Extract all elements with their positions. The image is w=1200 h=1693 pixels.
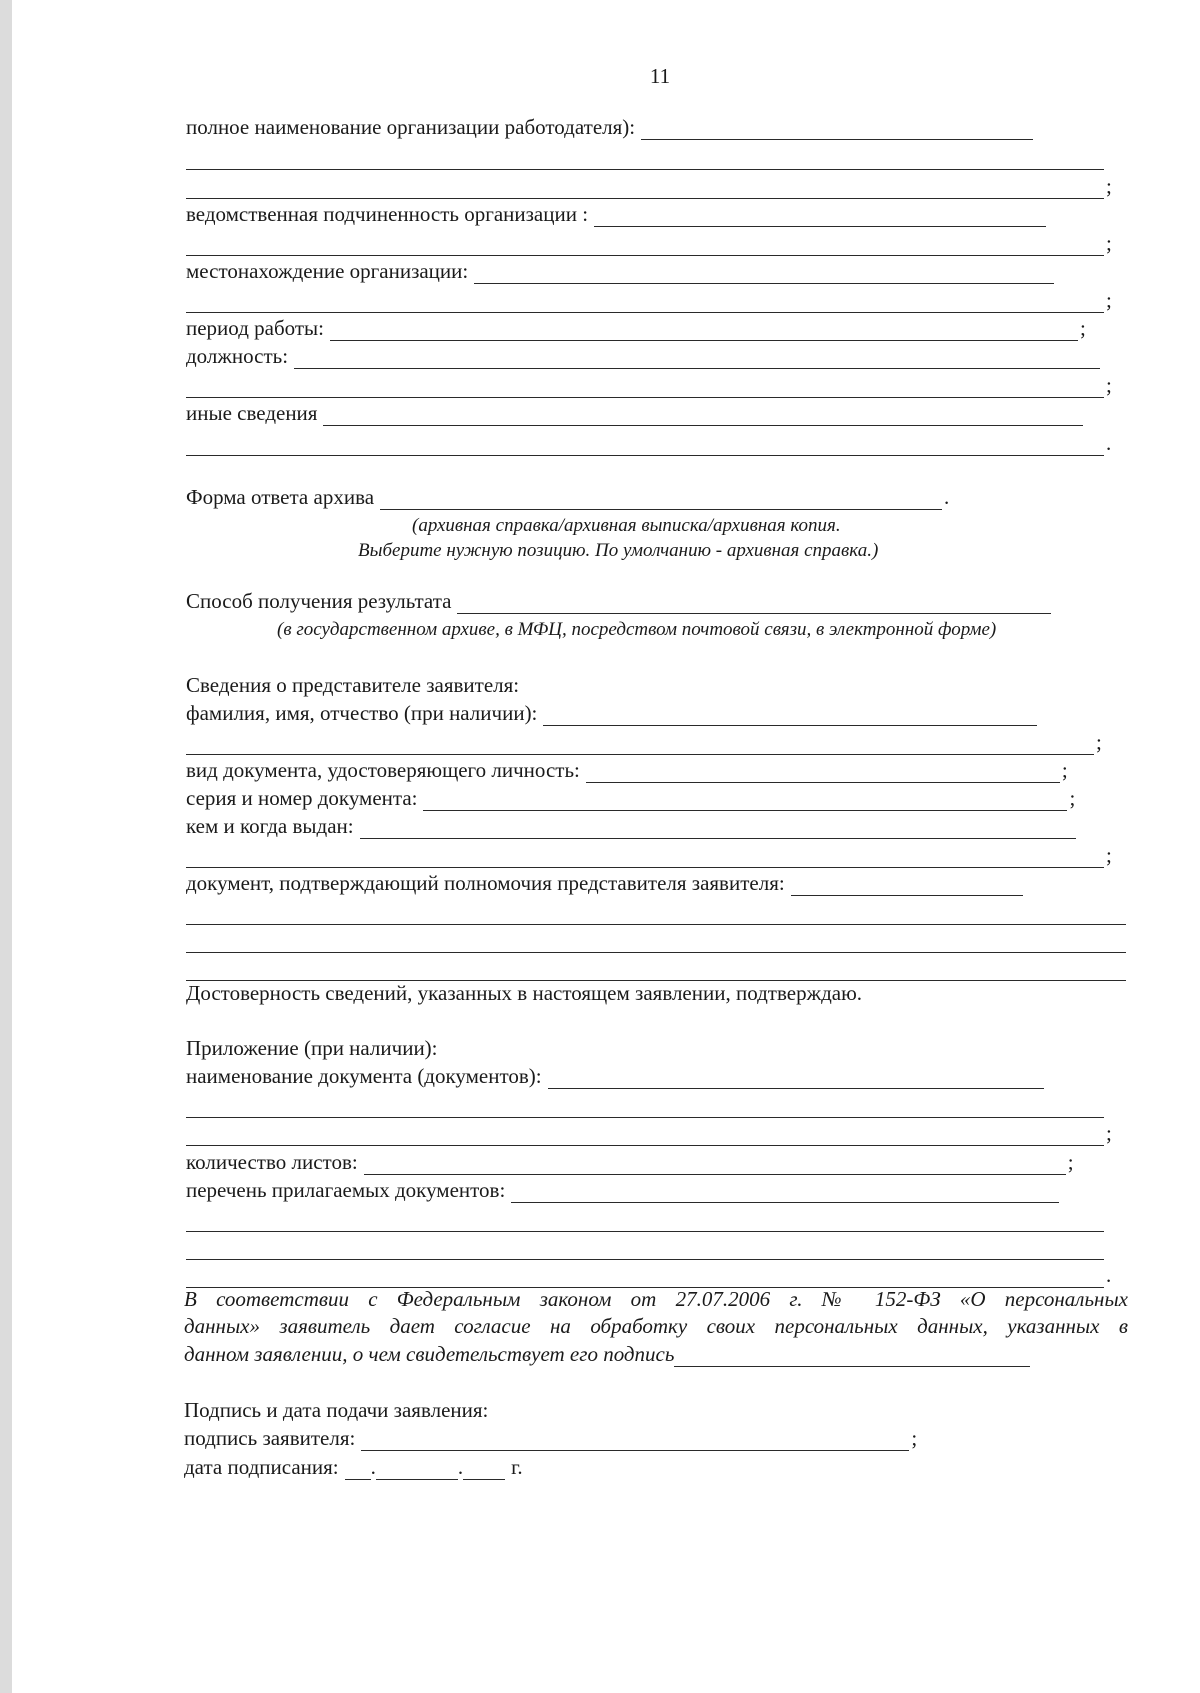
position-field-2[interactable] bbox=[186, 377, 1104, 398]
doc-names-row bbox=[186, 1063, 1044, 1089]
date-separator: . bbox=[457, 1455, 464, 1479]
semicolon: ; bbox=[1069, 786, 1076, 810]
confirmation-text: Достоверность сведений, указанных в настоящем заявлении, подтверждаю. bbox=[186, 981, 863, 1005]
location-label: местонахождение организации: bbox=[186, 259, 469, 283]
id-doc-row bbox=[186, 757, 1068, 783]
semicolon: ; bbox=[1106, 373, 1112, 397]
applicant-signature-label: подпись заявителя: bbox=[184, 1426, 356, 1450]
signing-date-label: дата подписания: bbox=[184, 1455, 339, 1479]
attached-list-field-4[interactable] bbox=[186, 1267, 1104, 1288]
authority-doc-field[interactable] bbox=[791, 875, 1023, 896]
signature-header-row bbox=[184, 1397, 488, 1423]
attached-list-field[interactable] bbox=[511, 1182, 1059, 1203]
employer-name-continuation-row-2 bbox=[186, 173, 1112, 199]
issued-by-field-2[interactable] bbox=[186, 847, 1104, 868]
date-year-field[interactable] bbox=[463, 1459, 505, 1480]
employer-name-row bbox=[186, 114, 1033, 140]
id-doc-label: вид документа, удостоверяющего личность: bbox=[186, 758, 580, 782]
work-period-row bbox=[186, 315, 1086, 341]
semicolon: ; bbox=[911, 1426, 918, 1450]
issued-by-row bbox=[186, 813, 1076, 839]
rep-name-label: фамилия, имя, отчество (при наличии): bbox=[186, 701, 538, 725]
doc-names-continuation-row bbox=[186, 1092, 1104, 1118]
year-suffix: г. bbox=[511, 1455, 523, 1479]
doc-names-field-2[interactable] bbox=[186, 1097, 1104, 1118]
semicolon: ; bbox=[1096, 730, 1102, 754]
doc-names-label: наименование документа (документов): bbox=[186, 1064, 542, 1088]
doc-names-continuation-row-2 bbox=[186, 1120, 1112, 1146]
attached-list-field-2[interactable] bbox=[186, 1211, 1104, 1232]
issued-by-continuation-row bbox=[186, 842, 1112, 868]
doc-number-row bbox=[186, 785, 1075, 811]
date-month-field[interactable] bbox=[376, 1459, 458, 1480]
result-method-field[interactable] bbox=[457, 593, 1051, 614]
archive-form-row bbox=[186, 484, 949, 510]
consent-line-3-row bbox=[184, 1341, 1030, 1367]
attached-list-row bbox=[186, 1177, 1059, 1203]
position-label: должность: bbox=[186, 344, 289, 368]
semicolon: ; bbox=[1079, 316, 1086, 340]
employer-name-field-3[interactable] bbox=[186, 178, 1104, 199]
semicolon: ; bbox=[1106, 843, 1112, 867]
semicolon: ; bbox=[1106, 231, 1112, 255]
archive-form-hint-2: Выберите нужную позицию. По умолчанию - архивная справка.) bbox=[358, 540, 879, 561]
attached-list-field-3[interactable] bbox=[186, 1239, 1104, 1260]
rep-name-field-2[interactable] bbox=[186, 734, 1094, 755]
consent-line-2: данных» заявитель дает согласие на обработку своих персональных данных, указанных в bbox=[184, 1314, 1128, 1338]
rep-header-row bbox=[186, 672, 519, 698]
authority-doc-field-3[interactable] bbox=[186, 932, 1126, 953]
confirmation-row bbox=[186, 980, 862, 1006]
consent-line-1: В соответствии с Федеральным законом от 27.07.2006 г. № 152-ФЗ «О персональных bbox=[184, 1287, 1128, 1311]
subordination-row bbox=[186, 201, 1046, 227]
signature-header: Подпись и дата подачи заявления: bbox=[184, 1398, 489, 1422]
consent-line-3: данном заявлении, о чем свидетельствует его подпись bbox=[184, 1342, 675, 1366]
authority-doc-field-2[interactable] bbox=[186, 904, 1126, 925]
semicolon: ; bbox=[1067, 1150, 1074, 1174]
other-info-field[interactable] bbox=[323, 405, 1083, 426]
position-field[interactable] bbox=[294, 348, 1100, 369]
rep-name-field[interactable] bbox=[543, 705, 1037, 726]
other-info-field-2[interactable] bbox=[186, 435, 1104, 456]
employer-name-label: полное наименование организации работодателя): bbox=[186, 115, 636, 139]
rep-name-row bbox=[186, 700, 1037, 726]
archive-form-hint-1: (архивная справка/архивная выписка/архивная копия. bbox=[412, 515, 841, 536]
other-info-label: иные сведения bbox=[186, 401, 318, 425]
result-method-label: Способ получения результата bbox=[186, 589, 452, 613]
subordination-field-2[interactable] bbox=[186, 235, 1104, 256]
other-info-continuation-row bbox=[186, 430, 1111, 456]
attachment-header-row bbox=[186, 1035, 438, 1061]
doc-number-label: серия и номер документа: bbox=[186, 786, 418, 810]
authority-doc-continuation-row-3 bbox=[186, 955, 1126, 981]
attached-list-continuation-row bbox=[186, 1206, 1104, 1232]
attached-list-label: перечень прилагаемых документов: bbox=[186, 1178, 506, 1202]
location-field[interactable] bbox=[474, 263, 1054, 284]
position-row bbox=[186, 343, 1100, 369]
consent-signature-field[interactable] bbox=[674, 1346, 1030, 1367]
id-doc-field[interactable] bbox=[586, 762, 1060, 783]
work-period-field[interactable] bbox=[330, 320, 1078, 341]
subordination-continuation-row bbox=[186, 230, 1112, 256]
rep-name-continuation-row bbox=[186, 729, 1102, 755]
page-number: 11 bbox=[649, 64, 671, 88]
result-method-hint: (в государственном архиве, в МФЦ, посредством почтовой связи, в электронной форме) bbox=[277, 619, 997, 640]
doc-number-field[interactable] bbox=[423, 790, 1067, 811]
doc-names-field-3[interactable] bbox=[186, 1125, 1104, 1146]
semicolon: ; bbox=[1106, 288, 1112, 312]
signing-date-row bbox=[184, 1454, 523, 1480]
employer-name-field-2[interactable] bbox=[186, 149, 1104, 170]
location-field-2[interactable] bbox=[186, 292, 1104, 313]
date-separator: . bbox=[370, 1455, 376, 1479]
authority-doc-label: документ, подтверждающий полномочия представителя заявителя: bbox=[186, 871, 785, 895]
authority-doc-row bbox=[186, 870, 1023, 896]
subordination-label: ведомственная подчиненность организации : bbox=[186, 202, 589, 226]
position-continuation-row bbox=[186, 372, 1112, 398]
doc-names-field[interactable] bbox=[548, 1068, 1044, 1089]
issued-by-field[interactable] bbox=[360, 818, 1076, 839]
issued-by-label: кем и когда выдан: bbox=[186, 814, 354, 838]
archive-form-field[interactable] bbox=[380, 489, 942, 510]
authority-doc-field-4[interactable] bbox=[186, 960, 1126, 981]
period: . bbox=[1106, 1263, 1112, 1287]
semicolon: ; bbox=[1106, 174, 1112, 198]
archive-form-label: Форма ответа архива bbox=[186, 485, 375, 509]
period: . bbox=[1106, 431, 1112, 455]
result-method-row bbox=[186, 588, 1051, 614]
location-row bbox=[186, 258, 1054, 284]
attached-list-continuation-row-3 bbox=[186, 1262, 1111, 1288]
other-info-row bbox=[186, 400, 1083, 426]
subordination-field[interactable] bbox=[594, 206, 1046, 227]
authority-doc-continuation-row-2 bbox=[186, 927, 1126, 953]
attached-list-continuation-row-2 bbox=[186, 1234, 1104, 1260]
sheet-count-field[interactable] bbox=[364, 1154, 1066, 1175]
semicolon: ; bbox=[1061, 758, 1068, 782]
applicant-signature-field[interactable] bbox=[361, 1430, 909, 1451]
employer-name-continuation-row bbox=[186, 144, 1104, 170]
applicant-signature-row bbox=[184, 1425, 917, 1451]
authority-doc-continuation-row bbox=[186, 899, 1126, 925]
location-continuation-row bbox=[186, 287, 1112, 313]
sheet-count-label: количество листов: bbox=[186, 1150, 358, 1174]
semicolon: ; bbox=[1106, 1121, 1112, 1145]
attachment-header: Приложение (при наличии): bbox=[186, 1036, 438, 1060]
work-period-label: период работы: bbox=[186, 316, 324, 340]
period: . bbox=[944, 485, 950, 509]
sheet-count-row bbox=[186, 1149, 1074, 1175]
rep-header: Сведения о представителе заявителя: bbox=[186, 673, 520, 697]
employer-name-field[interactable] bbox=[641, 119, 1033, 140]
date-day-field[interactable] bbox=[345, 1459, 371, 1480]
